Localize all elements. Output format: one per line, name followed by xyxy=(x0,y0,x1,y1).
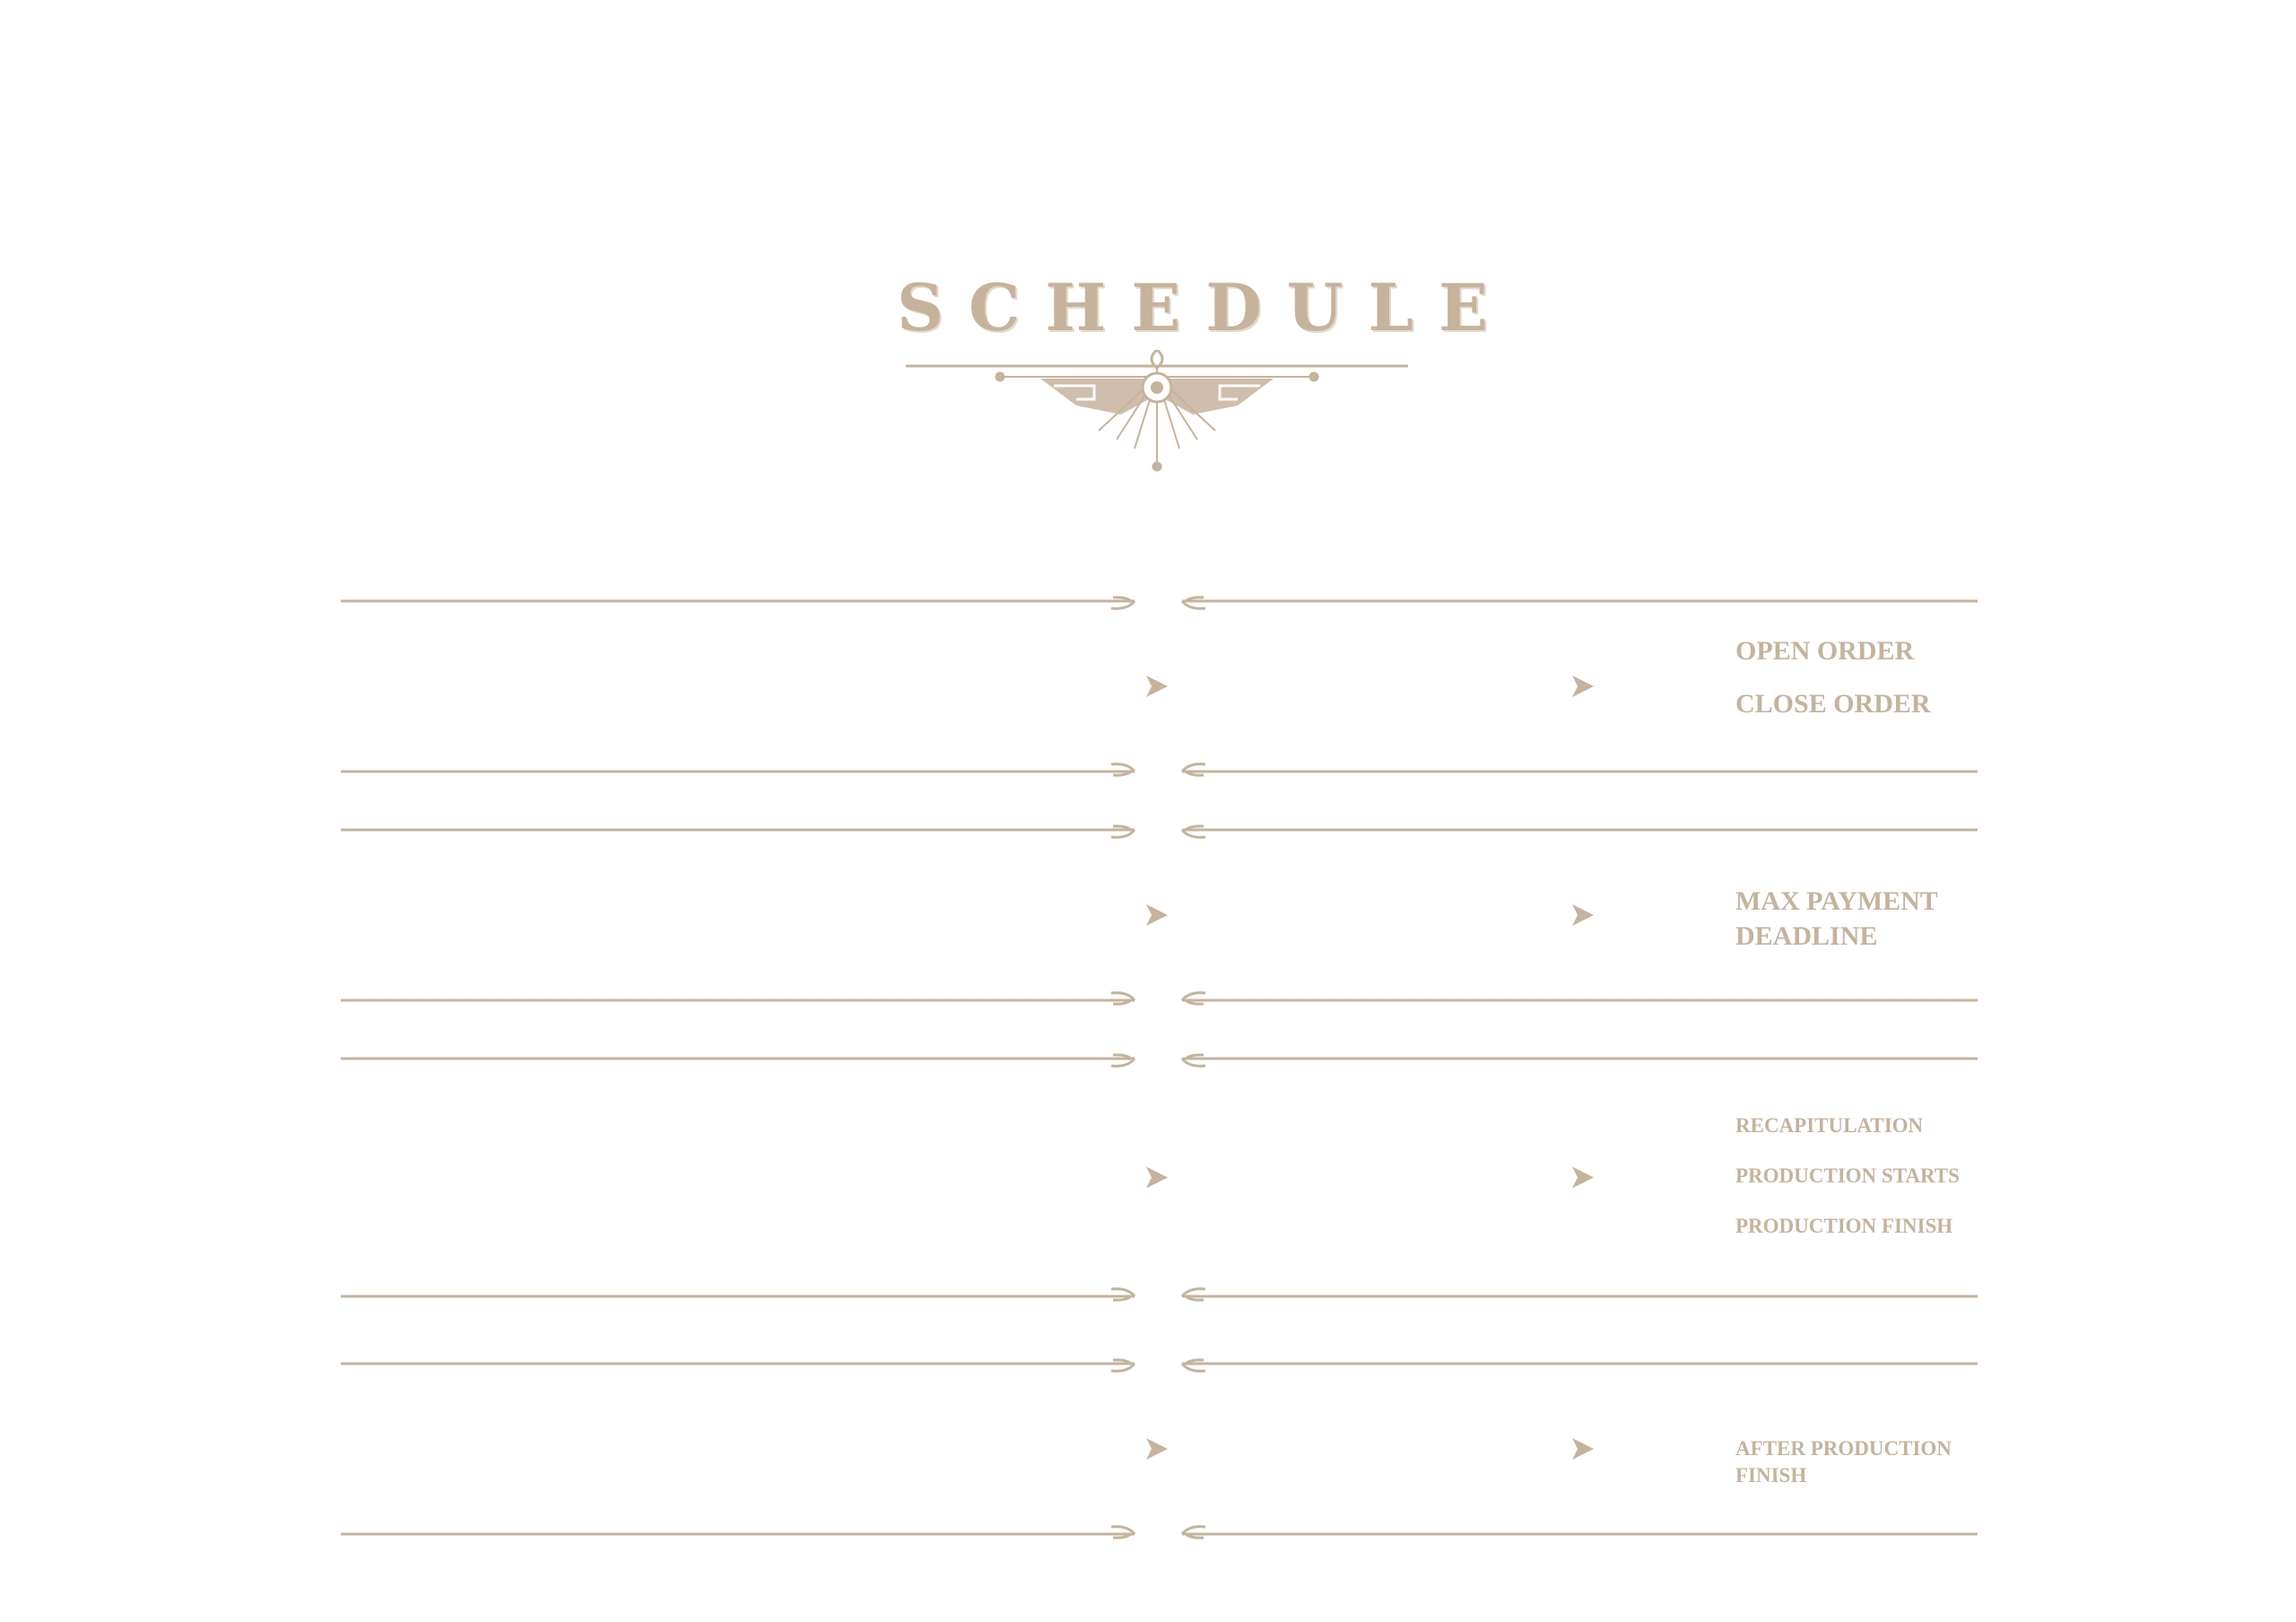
scroll-hook-ornament xyxy=(1182,1527,1205,1539)
arrow-right-icon xyxy=(1572,904,1594,926)
arrow-right-icon xyxy=(1572,1167,1594,1189)
label-after-production-finish: AFTER PRODUCTION FINISH xyxy=(1735,1437,1952,1487)
arrow-right-icon xyxy=(1146,1438,1168,1460)
arrow-right-icon xyxy=(1572,1438,1594,1460)
arrow-right-icon xyxy=(1146,904,1168,926)
scroll-hook-ornament xyxy=(1182,1289,1205,1301)
schedule-row-4-labels xyxy=(1735,1435,1969,1489)
scroll-hook-ornament xyxy=(1111,993,1135,1005)
label-close-order: CLOSE ORDER xyxy=(1735,689,1931,719)
arrow-right-icon xyxy=(1146,676,1168,697)
schedule-row-1-labels xyxy=(1735,633,1931,721)
scroll-hook-ornament xyxy=(1182,826,1205,838)
scroll-hook-ornament xyxy=(1182,764,1205,776)
schedule-row-2-labels xyxy=(1735,884,1969,954)
arrow-right-icon xyxy=(1146,1167,1168,1189)
arrow-right-icon xyxy=(1572,676,1594,697)
scroll-hook-ornament xyxy=(1111,826,1135,838)
scroll-hook-ornament xyxy=(1111,597,1135,609)
page-title: SCHEDULE xyxy=(897,269,1513,345)
scroll-hook-ornament xyxy=(1111,1055,1135,1067)
label-max-payment-deadline: MAX PAYMENT DEADLINE xyxy=(1735,886,1938,951)
scroll-hook-ornament xyxy=(1182,993,1205,1005)
scroll-hook-ornament xyxy=(1182,597,1205,609)
scroll-hook-ornament xyxy=(1111,1360,1135,1372)
scroll-hook-ornament xyxy=(1182,1360,1205,1372)
scroll-hook-ornament xyxy=(1111,1527,1135,1539)
scroll-hook-ornament xyxy=(1182,1055,1205,1067)
label-production-starts: PRODUCTION STARTS xyxy=(1735,1164,1960,1187)
schedule-row-3-labels xyxy=(1735,1112,1960,1240)
label-open-order: OPEN ORDER xyxy=(1735,636,1915,666)
label-recapitulation: RECAPITULATION xyxy=(1735,1114,1924,1137)
scroll-hook-ornament xyxy=(1111,764,1135,776)
scroll-hook-ornament xyxy=(1111,1289,1135,1301)
label-production-finish: PRODUCTION FINISH xyxy=(1735,1214,1953,1237)
